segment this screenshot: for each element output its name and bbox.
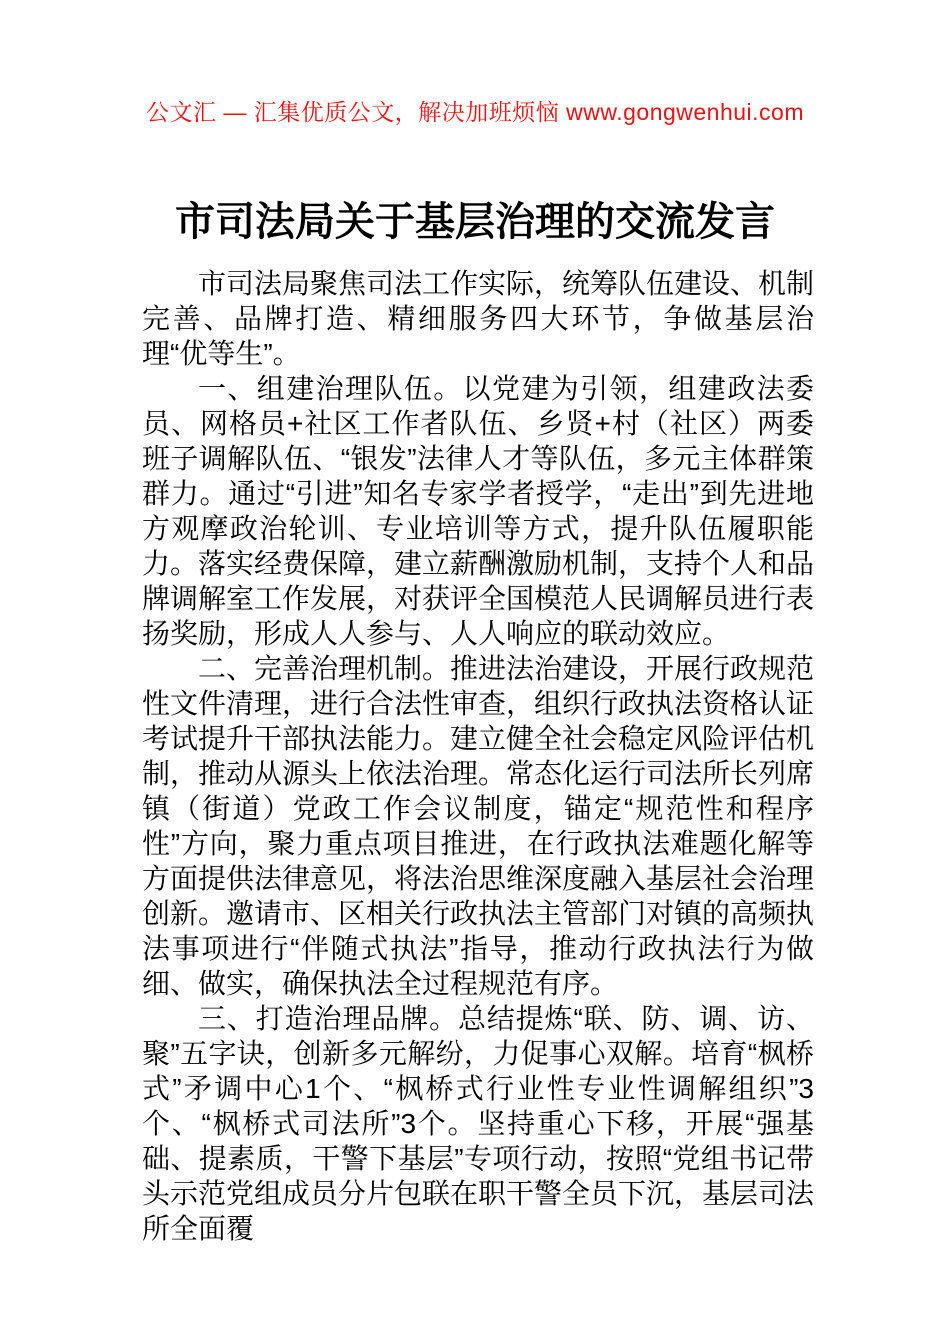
document-title: 市司法局关于基层治理的交流发言 (175, 200, 775, 244)
body-paragraph: 二、完善治理机制。推进法治建设，开展行政规范性文件清理，进行合法性审查，组织行政执法资格认证考试提升干部执法能力。建立健全社会稳定风险评估机制，推动从源头上依法治理。常态化运行司法所长列席镇（街道）党政工作会议制度，锚定“规范性和程序性”方向，聚力重点项目推进，在行政执法难题化解等方面提供法律意见，将法治思维深度融入基层社会治理创新。邀请市、区相关行政执法主管部门对镇的高频执法事项进行“伴随式执法”指导，推动行政执法行为做细、做实，确保执法全过程规范有序。 (142, 653, 815, 999)
body-paragraph: 一、组建治理队伍。以党建为引领，组建政法委员、网格员+社区工作者队伍、乡贤+村（社区）两委班子调解队伍、“银发”法律人才等队伍，多元主体群策群力。通过“引进”知名专家学者授学，“走出”到先进地方观摩政治轮训、专业培训等方式，提升队伍履职能力。落实经费保障，建立薪酬激励机制，支持个人和品牌调解室工作发展，对获评全国模范人民调解员进行表扬奖励，形成人人参与、人人响应的联动效应。 (142, 373, 815, 649)
watermark-header: 公文汇 — 汇集优质公文，解决加班烦恼 www.gongwenhui.com (145, 99, 804, 125)
body-paragraph: 市司法局聚焦司法工作实际，统筹队伍建设、机制完善、品牌打造、精细服务四大环节，争做基层治理“优等生”。 (142, 268, 815, 369)
document-body (142, 266, 814, 1246)
body-paragraph: 三、打造治理品牌。总结提炼“联、防、调、访、聚”五字诀，创新多元解纷，力促事心双解。培育“枫桥式”矛调中心1个、“枫桥式行业性专业性调解组织”3个、“枫桥式司法所”3个。坚持重心下移，开展“强基础、提素质，干警下基层”专项行动，按照“党组书记带头示范党组成员分片包联在职干警全员下沉，基层司法所全面覆 (142, 1003, 815, 1244)
